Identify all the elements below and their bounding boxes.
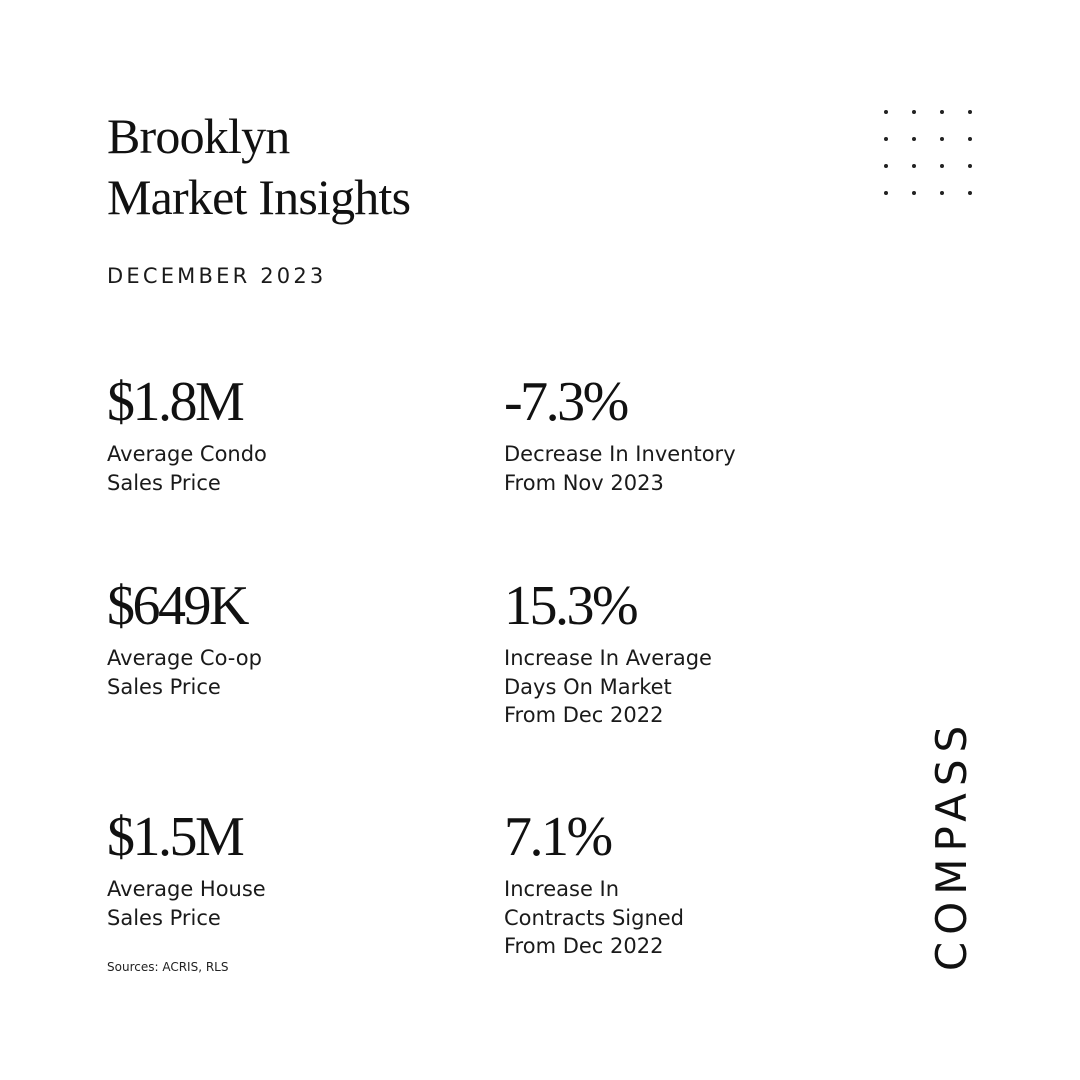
- stat-label: [107, 644, 427, 701]
- stat-label-line: Average Co-op: [107, 646, 262, 670]
- stat-value: $649K: [107, 575, 247, 637]
- stat-label-line: Average House: [107, 877, 266, 901]
- stat-coop-price: [107, 576, 427, 701]
- dot: [912, 137, 916, 141]
- dot: [940, 164, 944, 168]
- dot: [968, 164, 972, 168]
- report-month: DECEMBER 2023: [107, 264, 327, 288]
- dot: [940, 191, 944, 195]
- stat-value: $1.5M: [107, 806, 243, 868]
- stat-label-line: From Nov 2023: [504, 470, 664, 495]
- stat-label-line: Increase In Average: [504, 646, 712, 670]
- stat-label: [107, 440, 427, 497]
- stat-label-line: Increase In: [504, 877, 620, 901]
- stat-label-line: Decrease In Inventory: [504, 442, 736, 466]
- stat-inventory-change: [504, 372, 824, 497]
- stat-condo-price: [107, 372, 427, 497]
- stat-label-line: Average Condo: [107, 442, 267, 466]
- dot: [884, 137, 888, 141]
- dot: [912, 110, 916, 114]
- dot: [968, 191, 972, 195]
- stat-value: 7.1%: [504, 806, 611, 868]
- stat-label-line: Sales Price: [107, 674, 221, 699]
- dot: [968, 110, 972, 114]
- stat-label: [504, 875, 824, 961]
- dot: [940, 110, 944, 114]
- dot: [940, 137, 944, 141]
- stat-label-line: Sales Price: [107, 905, 221, 930]
- stat-label-line: Days On Market: [504, 674, 672, 699]
- dot: [884, 164, 888, 168]
- stat-value: -7.3%: [504, 371, 627, 433]
- dot: [884, 191, 888, 195]
- dot: [884, 110, 888, 114]
- stat-label-line: Contracts Signed: [504, 905, 685, 930]
- dot: [912, 164, 916, 168]
- stat-value: $1.8M: [107, 371, 243, 433]
- stat-label-line: From Dec 2022: [504, 703, 664, 727]
- dot: [968, 137, 972, 141]
- sources-note: Sources: ACRIS, RLS: [107, 960, 229, 974]
- compass-logo-text: COMPASS: [927, 718, 976, 972]
- stat-label: [107, 875, 427, 932]
- title-line-2: Market Insights: [107, 169, 411, 225]
- stat-label: [504, 440, 824, 497]
- compass-logo: [928, 716, 976, 974]
- stat-label: [504, 644, 824, 730]
- stat-house-price: [107, 807, 427, 932]
- dot: [912, 191, 916, 195]
- title-line-1: Brooklyn: [107, 108, 290, 164]
- page-title: [107, 106, 410, 228]
- stat-label-line: From Dec 2022: [504, 934, 664, 958]
- dot-grid-icon: [884, 110, 980, 200]
- stat-days-on-market: [504, 576, 824, 730]
- stat-value: 15.3%: [504, 575, 637, 637]
- stat-label-line: Sales Price: [107, 470, 221, 495]
- stat-contracts-signed: [504, 807, 824, 961]
